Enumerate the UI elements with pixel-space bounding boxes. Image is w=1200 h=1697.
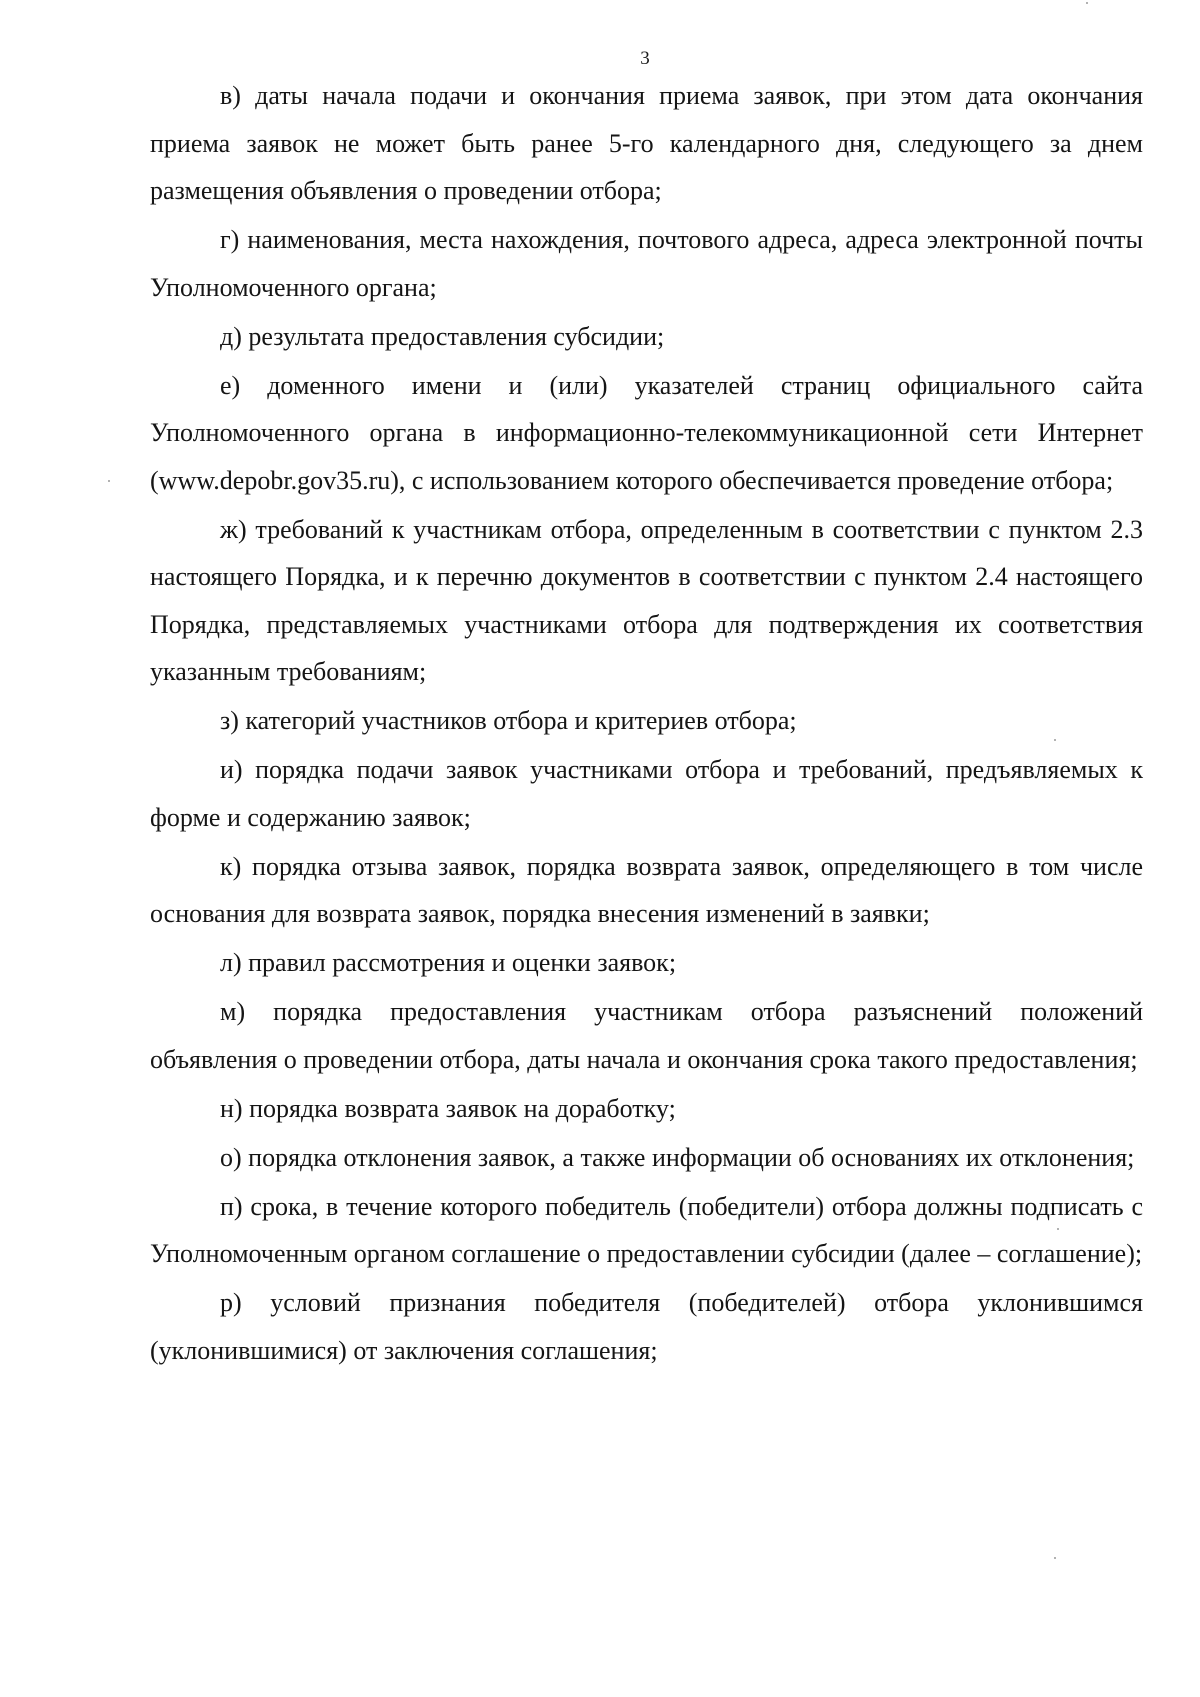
paragraph-d: д) результата предоставления субсидии;: [220, 321, 665, 351]
paragraph-p: п) срока, в течение которого победитель (победители) отбора должны подписать с Уполномоченным органом соглашение о предоставлении субсидии (далее – соглашение);: [150, 1191, 1143, 1268]
paragraph-g: г) наименования, места нахождения, почтового адреса, адреса электронной почты Уполномоченного органа;: [150, 225, 1143, 302]
page-number: 3: [640, 48, 650, 69]
paragraph-m: м) порядка предоставления участникам отбора разъяснений положений объявления о проведении отбора, даты начала и окончания срока такого предоставления;: [150, 997, 1143, 1074]
scan-speck: [1057, 1228, 1059, 1230]
paragraph-z: з) категорий участников отбора и критериев отбора;: [220, 706, 797, 735]
paragraph-zh: ж) требований к участникам отбора, определенным в соответствии с пунктом 2.3 настоящего Порядка, и к перечню документов в соответствии с пунктом 2.4 настоящего Порядка, представляемых участниками отбора для подтверждения их соответствия указанным требованиям;: [150, 514, 1143, 686]
paragraph-o: о) порядка отклонения заявок, а также информации об основаниях их отклонения;: [220, 1142, 1135, 1172]
paragraph-l: л) правил рассмотрения и оценки заявок;: [220, 948, 677, 977]
paragraph-i: и) порядка подачи заявок участниками отбора и требований, предъявляемых к форме и содержанию заявок;: [150, 755, 1143, 832]
paragraph-v: в) даты начала подачи и окончания приема заявок, при этом дата окончания приема заявок не может быть ранее 5-го календарного дня, следующего за днем размещения объявления о проведении отбора;: [150, 81, 1143, 205]
paragraph-r: р) условий признания победителя (победителей) отбора уклонившимся (уклонившимися) от заключения соглашения;: [150, 1288, 1143, 1365]
scan-speck: [108, 480, 110, 482]
scan-speck: [1054, 1557, 1056, 1559]
paragraph-e: е) доменного имени и (или) указателей страниц официального сайта Уполномоченного органа в информационно-телекоммуникационной сети Интернет (www.depobr.gov35.ru), с использованием которого обеспечивается проведение отбора;: [150, 370, 1143, 495]
paragraph-k: к) порядка отзыва заявок, порядка возврата заявок, определяющего в том числе основания для возврата заявок, порядка внесения изменений в заявки;: [150, 851, 1143, 928]
paragraph-n: н) порядка возврата заявок на доработку;: [220, 1093, 676, 1123]
scan-speck: [1054, 739, 1056, 741]
scan-speck: [1086, 2, 1088, 4]
document-body: [150, 72, 1143, 1376]
